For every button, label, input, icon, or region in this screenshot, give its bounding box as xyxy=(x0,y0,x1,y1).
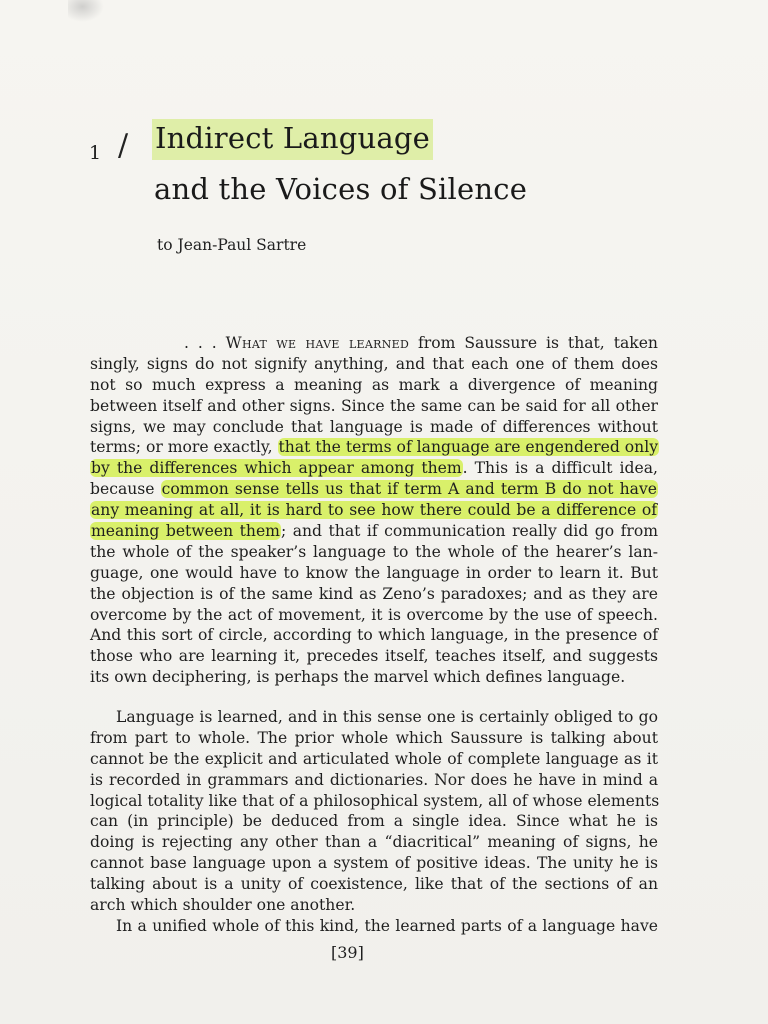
text-line: guage, one would have to know the language in order to learn it. But xyxy=(90,563,658,582)
chapter-title-line2: and the Voices of Silence xyxy=(154,172,528,206)
text-line: the objection is of the same kind as Zeno’s paradoxes; and as they are xyxy=(90,584,658,603)
text-line: And this sort of circle, according to which language, in the presence of xyxy=(90,626,658,645)
text-line: those who are learning it, precedes itself, teaches itself, and suggests xyxy=(90,647,658,666)
highlighted-text: that the terms of language are engendered only xyxy=(278,438,659,457)
highlighted-text: by the differences which appear among them xyxy=(91,459,462,478)
text-line: logical totality like that of a philosophical system, all of whose elements xyxy=(90,791,660,810)
text-line: In a unified whole of this kind, the learned parts of a language have xyxy=(116,917,658,935)
paragraph-3 xyxy=(90,916,658,937)
highlighted-text: common sense tells us that if term A and term B do not have xyxy=(161,480,657,499)
text-line: . . . What we have learned from Saussure is that, taken xyxy=(184,334,658,352)
chapter-slash: / xyxy=(118,128,129,163)
text-line: by the differences which appear among them. This is a difficult idea, xyxy=(91,459,658,478)
text-line: meaning between them; and that if communication really did go from xyxy=(91,522,658,541)
paragraph-2 xyxy=(90,707,658,916)
page-number: [39] xyxy=(331,943,364,962)
text-line: can (in principle) be deduced from a single idea. Since what he is xyxy=(90,812,658,831)
text-line: not so much express a meaning as mark a divergence of meaning xyxy=(90,375,658,394)
highlighted-text: any meaning at all, it is hard to see how there could be a difference of xyxy=(91,501,657,520)
text-line: its own deciphering, is perhaps the marvel which defines language. xyxy=(90,668,626,687)
text-line: arch which shoulder one another. xyxy=(90,896,356,915)
paragraph-1 xyxy=(90,333,658,688)
small-caps-lead: What we have learned xyxy=(225,334,410,352)
text-line: doing is rejecting any other than a “diacritical” meaning of signs, he xyxy=(90,833,658,852)
text-line: is recorded in grammars and dictionaries. Nor does he have in mind a xyxy=(90,770,658,789)
text-line: cannot be the explicit and articulated whole of complete language as it xyxy=(90,749,658,768)
title-highlight xyxy=(152,119,433,160)
scan-smudge xyxy=(68,0,104,22)
text-line: terms; or more exactly, that the terms of language are engendered only xyxy=(90,438,659,457)
chapter-title-line1: Indirect Language xyxy=(155,121,430,155)
text-line: between itself and other signs. Since the same can be said for all other xyxy=(90,396,658,415)
text-line: signs, we may conclude that language is made of differences without xyxy=(90,417,658,436)
highlighted-text: meaning between them xyxy=(91,522,280,541)
text-line: cannot base language upon a system of positive ideas. The unity he is xyxy=(90,854,658,873)
chapter-number: 1 xyxy=(89,142,102,164)
text-line: because common sense tells us that if term A and term B do not have xyxy=(90,480,657,499)
text-line xyxy=(90,500,658,521)
text-line: singly, signs do not signify anything, and that each one of them does xyxy=(90,354,658,373)
text-line: from part to whole. The prior whole which Saussure is talking about xyxy=(90,728,658,747)
text-line: the whole of the speaker’s language to the whole of the hearer’s lan- xyxy=(90,542,658,561)
text-line: talking about is a unity of coexistence, like that of the sections of an xyxy=(90,875,658,894)
text-line: overcome by the act of movement, it is overcome by the use of speech. xyxy=(90,605,658,624)
dedication: to Jean-Paul Sartre xyxy=(157,236,307,254)
text-line: Language is learned, and in this sense one is certainly obliged to go xyxy=(116,708,658,726)
